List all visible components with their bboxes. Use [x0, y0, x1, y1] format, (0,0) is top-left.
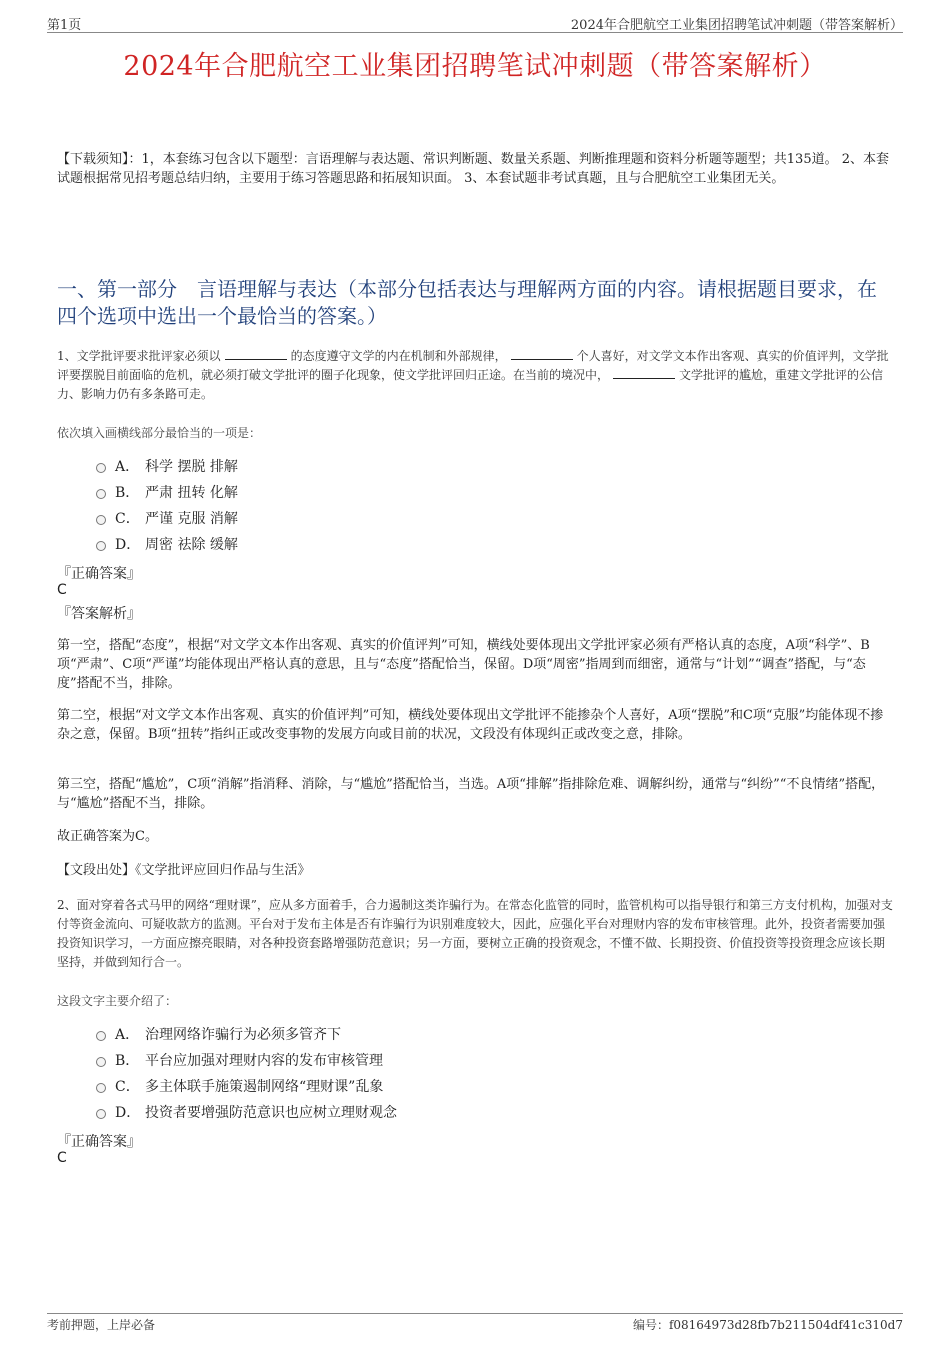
option-text: 治理网络诈骗行为必须多管齐下: [145, 1027, 341, 1043]
page-number: 第1页: [47, 18, 82, 33]
document-code: 编号：f08164973d28fb7b211504df41c310d7: [632, 1318, 903, 1332]
option-text: 严肃 扭转 化解: [145, 485, 238, 501]
option-text: 科学 摆脱 排解: [145, 459, 238, 475]
q1-option-c[interactable]: [96, 505, 238, 531]
q1-analysis-label: 『答案解析』: [57, 606, 141, 622]
q2-options: [96, 1021, 397, 1125]
q2-answer: C: [57, 1150, 67, 1166]
q1-prompt: 依次填入画横线部分最恰当的一项是：: [57, 426, 262, 440]
option-text: 投资者要增强防范意识也应树立理财观念: [145, 1105, 397, 1121]
q1-option-d[interactable]: [96, 531, 238, 557]
radio-icon[interactable]: [96, 1109, 106, 1119]
q2-option-c[interactable]: [96, 1073, 397, 1099]
q1-analysis-paragraph-1: 第一空，搭配“态度”，根据“对文学文本作出客观、真实的价值评判”可知，横线处要体现出文学批评家必须有严格认真的态度，A项“科学”、B项“严肃”、C项“严谨”均能体现出严格认真的意思，且与“态度”搭配恰当，保留。D项“周密”指周到而细密，通常与“计划”“调查”搭配，与“态度”搭配不当，排除。: [57, 638, 870, 691]
blank-2: [511, 347, 573, 360]
radio-icon[interactable]: [96, 1083, 106, 1093]
radio-icon[interactable]: [96, 1057, 106, 1067]
radio-icon[interactable]: [96, 541, 106, 551]
option-text: 平台应加强对理财内容的发布审核管理: [145, 1053, 383, 1069]
q2-prompt: 这段文字主要介绍了：: [57, 994, 178, 1008]
option-text: 严谨 克服 消解: [145, 511, 238, 527]
option-letter: A．: [115, 459, 140, 475]
running-title: 2024年合肥航空工业集团招聘笔试冲刺题（带答案解析）: [570, 18, 903, 33]
q1-answer: C: [57, 582, 67, 598]
download-notice: 【下载须知】：1，本套练习包含以下题型：言语理解与表达题、常识判断题、数量关系题、判断推理题和资料分析题等题型；共135道。 2、本套试题根据常见招考题总结归纳，主要用于练习答题思路和拓展知识面。 3、本套试题非考试真题，且与合肥航空工业集团无关。: [57, 152, 889, 186]
q2-option-b[interactable]: [96, 1047, 397, 1073]
radio-icon[interactable]: [96, 489, 106, 499]
document-title: 2024年合肥航空工业集团招聘笔试冲刺题（带答案解析）: [123, 51, 827, 82]
radio-icon[interactable]: [96, 463, 106, 473]
q1-text-part2: 的态度遵守文学的内在机制和外部规律，: [290, 349, 507, 363]
footer-slogan: 考前押题，上岸必备: [47, 1318, 156, 1332]
q1-option-a[interactable]: [96, 453, 238, 479]
blank-3: [613, 366, 675, 379]
q2-option-a[interactable]: [96, 1021, 397, 1047]
q1-analysis-paragraph-3: 第三空，搭配“尴尬”，C项“消解”指消释、消除，与“尴尬”搭配恰当，当选。A项“排解”指排除危难、调解纠纷，通常与“纠纷”“不良情绪”搭配，与“尴尬”搭配不当，排除。: [57, 777, 885, 811]
question-2-text: 2、面对穿着各式马甲的网络“理财课”，应从多方面着手，合力遏制这类诈骗行为。在常态化监管的同时，监管机构可以指导银行和第三方支付机构，加强对支付等资金流向、可疑收款方的监测。平台对于发布主体是否有诈骗行为识别难度较大，因此，应强化平台对理财内容的发布审核管理。此外，投资者需要加强投资知识学习，一方面应擦亮眼睛，对各种投资套路增强防范意识；另一方面，要树立正确的投资观念，不懂不做、长期投资、价值投资等投资理念应该长期坚持，并做到知行合一。: [57, 898, 893, 969]
q1-analysis-paragraph-2: 第二空，根据“对文学文本作出客观、真实的价值评判”可知，横线处要体现出文学批评不能掺杂个人喜好，A项“摆脱”和C项“克服”均能体现不掺杂之意，保留。B项“扭转”指纠正或改变事物的发展方向或目前的状况，文段没有体现纠正或改变之意，排除。: [57, 708, 884, 742]
option-text: 多主体联手施策遏制网络“理财课”乱象: [145, 1079, 384, 1095]
option-letter: B．: [115, 1053, 140, 1069]
page-footer: [47, 1313, 903, 1332]
q1-answer-label: 『正确答案』: [57, 566, 141, 582]
option-letter: B．: [115, 485, 140, 501]
option-letter: C．: [115, 1079, 140, 1095]
blank-1: [225, 347, 287, 360]
q1-options: [96, 453, 238, 557]
page-header: [47, 14, 903, 33]
q1-option-b[interactable]: [96, 479, 238, 505]
q1-text-part3: 个人喜好，对文学文本作出客观、真实的价值评判，文学批评要摆脱目前面临的危机，就必须打破文学批评的圈子化现象，使文学批评回归正途。在当前的境况中，: [57, 349, 889, 382]
option-letter: D．: [115, 537, 141, 553]
section-title: 一、第一部分 言语理解与表达（本部分包括表达与理解两方面的内容。请根据题目要求，在四个选项中选出一个最恰当的答案。）: [57, 277, 877, 328]
option-letter: A．: [115, 1027, 140, 1043]
q1-source: 【文段出处】《文学批评应回归作品与生活》: [57, 863, 311, 878]
q2-answer-label: 『正确答案』: [57, 1134, 141, 1150]
radio-icon[interactable]: [96, 1031, 106, 1041]
option-text: 周密 祛除 缓解: [145, 537, 238, 553]
q2-option-d[interactable]: [96, 1099, 397, 1125]
q1-text-part4: 文学批评的尴尬，重建文学批评的公信力、影响力仍有多条路可走。: [57, 368, 884, 401]
radio-icon[interactable]: [96, 515, 106, 525]
option-letter: C．: [115, 511, 140, 527]
option-letter: D．: [115, 1105, 141, 1121]
q1-text-part1: 1、文学批评要求批评家必须以: [57, 349, 221, 363]
q1-analysis-conclusion: 故正确答案为C。: [57, 829, 158, 844]
question-1-text: [57, 347, 895, 404]
